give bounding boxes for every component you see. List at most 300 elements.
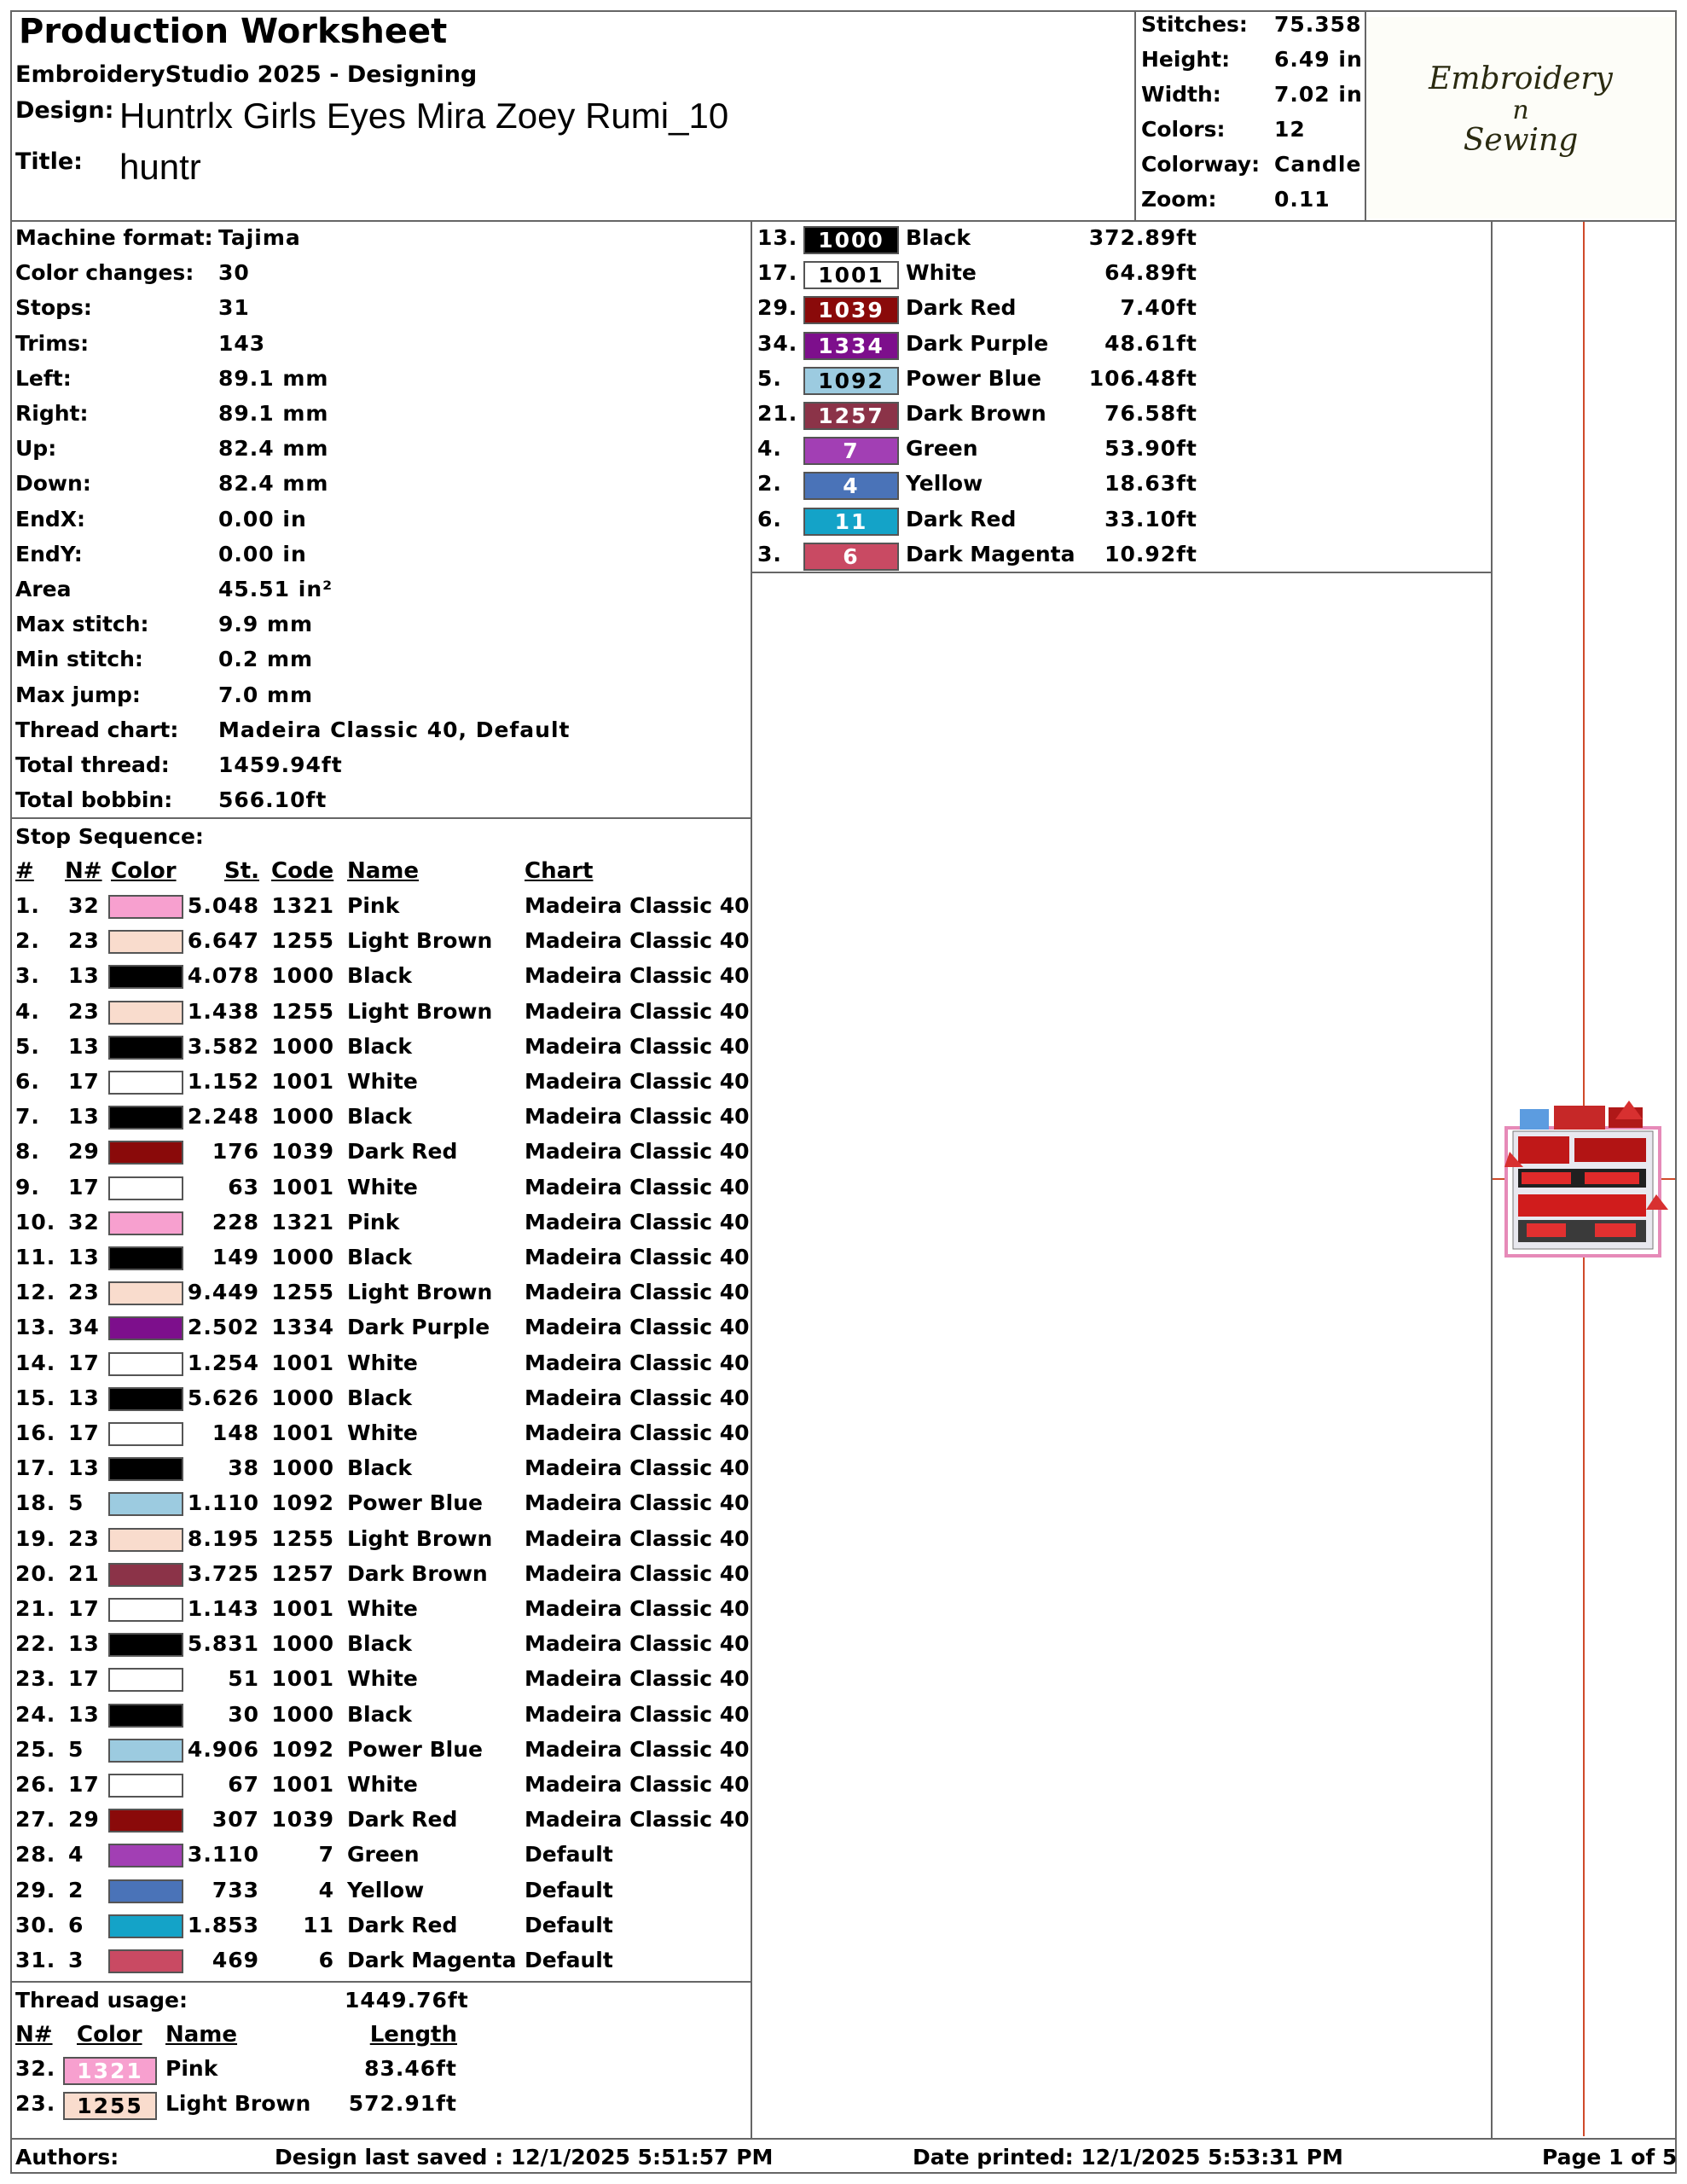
color-list-name: Dark Brown bbox=[906, 401, 1046, 426]
stop-code: 1001 bbox=[271, 1069, 334, 1094]
machine-info-value: 0.00 in bbox=[218, 506, 307, 531]
machine-info-divider bbox=[10, 817, 751, 819]
machine-info-label: Down: bbox=[15, 471, 91, 497]
stop-index: 9. bbox=[15, 1174, 40, 1199]
stop-stitches: 8.195 bbox=[187, 1525, 259, 1551]
machine-info-label: EndY: bbox=[15, 541, 83, 566]
stop-stitches: 5.831 bbox=[187, 1631, 259, 1657]
embroidery-thumbnail bbox=[1504, 1101, 1668, 1256]
machine-info-label: Max stitch: bbox=[15, 612, 149, 637]
stop-stitches: 67 bbox=[228, 1772, 259, 1797]
color-swatch: 1257 bbox=[803, 402, 899, 430]
stop-chart: Madeira Classic 40 bbox=[525, 1420, 750, 1445]
summary-label: Stitches: bbox=[1141, 12, 1248, 37]
stop-needle: 23 bbox=[68, 1525, 100, 1551]
stop-needle: 13 bbox=[68, 1245, 100, 1269]
stop-code: 1257 bbox=[271, 1560, 334, 1586]
stop-chart: Default bbox=[525, 1842, 613, 1867]
stop-code: 1321 bbox=[271, 893, 334, 918]
stop-chart: Default bbox=[525, 1912, 613, 1937]
stop-index: 17. bbox=[15, 1455, 56, 1481]
stop-name: Black bbox=[347, 1385, 412, 1410]
stop-index: 18. bbox=[15, 1490, 56, 1516]
col-header-stitches: St. bbox=[223, 858, 259, 884]
summary-label: Colors: bbox=[1141, 117, 1226, 142]
col-header-color: Color bbox=[111, 858, 177, 884]
usage-header-name: Name bbox=[165, 2022, 238, 2048]
design-label: Design: bbox=[15, 97, 114, 124]
stop-stitches: 149 bbox=[212, 1245, 259, 1269]
left-column-divider bbox=[751, 220, 752, 2138]
stop-index: 15. bbox=[15, 1385, 56, 1410]
stop-name: Dark Red bbox=[347, 1807, 458, 1833]
machine-info-value: 45.51 in² bbox=[218, 577, 333, 601]
machine-info-label: Min stitch: bbox=[15, 647, 143, 672]
machine-info-value: 0.00 in bbox=[218, 541, 307, 566]
stop-stitches: 148 bbox=[212, 1420, 259, 1445]
stop-code: 1092 bbox=[271, 1490, 334, 1516]
color-swatch: 6 bbox=[803, 543, 899, 571]
machine-info-label: Total thread: bbox=[15, 752, 170, 777]
stop-code: 1255 bbox=[271, 998, 334, 1024]
col-header-n: N# bbox=[65, 858, 102, 884]
stop-stitches: 1.152 bbox=[187, 1069, 259, 1094]
stop-needle: 17 bbox=[68, 1666, 100, 1692]
stop-index: 20. bbox=[15, 1560, 56, 1586]
usage-name: Light Brown bbox=[165, 2091, 311, 2116]
footer-authors: Authors: bbox=[15, 2145, 119, 2169]
stop-code: 1000 bbox=[271, 1033, 334, 1059]
stop-needle: 23 bbox=[68, 1280, 100, 1305]
stop-chart: Madeira Classic 40 bbox=[525, 1525, 750, 1551]
machine-info-label: Thread chart: bbox=[15, 717, 179, 742]
machine-info-value: 31 bbox=[218, 295, 250, 321]
stop-name: Dark Red bbox=[347, 1912, 458, 1937]
usage-header-n: N# bbox=[15, 2022, 53, 2048]
color-list-name: Dark Red bbox=[906, 295, 1017, 321]
summary-value: 0.11 bbox=[1274, 187, 1330, 212]
stop-stitches: 1.110 bbox=[187, 1490, 259, 1516]
stop-chart: Madeira Classic 40 bbox=[525, 1033, 750, 1059]
stop-name: Light Brown bbox=[347, 1280, 493, 1305]
stop-sequence-divider bbox=[10, 1981, 751, 1983]
color-list-length: 64.89ft bbox=[1104, 260, 1197, 286]
color-list-name: Yellow bbox=[906, 471, 983, 497]
stop-name: White bbox=[347, 1350, 418, 1375]
machine-info-label: EndX: bbox=[15, 506, 86, 531]
machine-info-label: Right: bbox=[15, 401, 89, 426]
stop-index: 30. bbox=[15, 1912, 56, 1937]
summary-value: 7.02 in bbox=[1274, 82, 1363, 107]
color-list-index: 6. bbox=[757, 506, 782, 531]
machine-info-value: 1459.94ft bbox=[218, 752, 343, 777]
stop-chart: Madeira Classic 40 bbox=[525, 893, 750, 918]
logo bbox=[1366, 17, 1675, 218]
stop-chart: Madeira Classic 40 bbox=[525, 1596, 750, 1621]
stop-stitches: 38 bbox=[228, 1455, 259, 1481]
machine-info-value: 7.0 mm bbox=[218, 682, 314, 707]
stop-name: White bbox=[347, 1420, 418, 1445]
stop-index: 12. bbox=[15, 1280, 56, 1305]
stop-name: Pink bbox=[347, 893, 400, 918]
color-list-index: 17. bbox=[757, 260, 798, 286]
stop-code: 1001 bbox=[271, 1772, 334, 1797]
stop-stitches: 5.626 bbox=[187, 1385, 259, 1410]
stop-code: 1255 bbox=[271, 928, 334, 954]
stop-needle: 17 bbox=[68, 1174, 100, 1199]
color-swatch: 1334 bbox=[803, 332, 899, 360]
usage-color-swatch: 1255 bbox=[63, 2092, 157, 2120]
stop-name: Dark Purple bbox=[347, 1315, 490, 1340]
stop-needle: 17 bbox=[68, 1596, 100, 1621]
color-swatch: 7 bbox=[803, 437, 899, 465]
stop-code: 1255 bbox=[271, 1525, 334, 1551]
stop-index: 3. bbox=[15, 963, 40, 989]
color-list-name: White bbox=[906, 260, 977, 286]
stop-stitches: 4.078 bbox=[187, 963, 259, 989]
stop-stitches: 5.048 bbox=[187, 893, 259, 918]
stop-name: Power Blue bbox=[347, 1736, 483, 1762]
color-list-name: Power Blue bbox=[906, 365, 1041, 391]
stop-code: 1000 bbox=[271, 963, 334, 989]
stop-needle: 6 bbox=[68, 1912, 84, 1937]
usage-header-color: Color bbox=[77, 2022, 142, 2048]
stop-stitches: 6.647 bbox=[187, 928, 259, 954]
stop-name: White bbox=[347, 1772, 418, 1797]
stop-name: Power Blue bbox=[347, 1490, 483, 1516]
stop-index: 16. bbox=[15, 1420, 56, 1445]
stop-name: Black bbox=[347, 1104, 412, 1130]
color-list-index: 2. bbox=[757, 471, 782, 497]
stop-chart: Madeira Classic 40 bbox=[525, 1385, 750, 1410]
machine-info-value: 30 bbox=[218, 260, 250, 286]
stop-code: 1001 bbox=[271, 1174, 334, 1199]
color-list-length: 10.92ft bbox=[1104, 541, 1197, 566]
stop-needle: 13 bbox=[68, 963, 100, 989]
machine-info-label: Area bbox=[15, 577, 72, 601]
machine-info-value: 89.1 mm bbox=[218, 401, 329, 426]
stop-name: Light Brown bbox=[347, 1525, 493, 1551]
stop-chart: Madeira Classic 40 bbox=[525, 1104, 750, 1130]
machine-info-label: Up: bbox=[15, 436, 57, 462]
stop-code: 1255 bbox=[271, 1280, 334, 1305]
machine-info-value: 0.2 mm bbox=[218, 647, 314, 672]
color-list-length: 33.10ft bbox=[1104, 506, 1197, 531]
stop-name: White bbox=[347, 1666, 418, 1692]
stop-code: 11 bbox=[303, 1912, 334, 1937]
color-list-name: Black bbox=[906, 225, 971, 250]
color-list-name: Dark Magenta bbox=[906, 541, 1075, 566]
stop-code: 1001 bbox=[271, 1666, 334, 1692]
stop-name: Black bbox=[347, 1701, 412, 1727]
summary-divider bbox=[1134, 10, 1136, 220]
col-header-num: # bbox=[15, 858, 34, 884]
logo-line-2: n bbox=[1512, 96, 1529, 125]
summary-value: 6.49 in bbox=[1274, 47, 1363, 72]
stop-code: 6 bbox=[318, 1948, 334, 1972]
stop-stitches: 1.254 bbox=[187, 1350, 259, 1375]
stop-stitches: 63 bbox=[228, 1174, 259, 1199]
color-list-index: 13. bbox=[757, 225, 798, 250]
stop-index: 14. bbox=[15, 1350, 56, 1375]
footer-divider bbox=[10, 2138, 1677, 2140]
stop-stitches: 307 bbox=[212, 1807, 259, 1833]
stop-chart: Madeira Classic 40 bbox=[525, 1455, 750, 1481]
stop-chart: Madeira Classic 40 bbox=[525, 1174, 750, 1199]
stop-name: Black bbox=[347, 963, 412, 989]
color-list-index: 21. bbox=[757, 401, 798, 426]
stop-needle: 34 bbox=[68, 1315, 100, 1340]
stop-code: 7 bbox=[318, 1842, 334, 1867]
stop-stitches: 1.438 bbox=[187, 998, 259, 1024]
stop-chart: Madeira Classic 40 bbox=[525, 1245, 750, 1269]
stop-needle: 13 bbox=[68, 1385, 100, 1410]
stop-needle: 2 bbox=[68, 1877, 84, 1902]
color-list-index: 4. bbox=[757, 436, 782, 462]
stop-stitches: 733 bbox=[212, 1877, 259, 1902]
stop-index: 24. bbox=[15, 1701, 56, 1727]
stop-stitches: 228 bbox=[212, 1209, 259, 1234]
software-name: EmbroideryStudio 2025 - Designing bbox=[15, 61, 478, 88]
stop-needle: 13 bbox=[68, 1631, 100, 1657]
machine-info-label: Trims: bbox=[15, 330, 90, 356]
stop-stitches: 1.143 bbox=[187, 1596, 259, 1621]
color-list-name: Green bbox=[906, 436, 978, 462]
stop-name: White bbox=[347, 1069, 418, 1094]
stop-needle: 3 bbox=[68, 1948, 84, 1972]
usage-needle: 32. bbox=[15, 2056, 56, 2081]
usage-color-swatch: 1321 bbox=[63, 2057, 157, 2085]
machine-info-value: Madeira Classic 40, Default bbox=[218, 717, 571, 742]
footer-page-number: Page 1 of 5 bbox=[1542, 2145, 1678, 2169]
stop-name: White bbox=[347, 1174, 418, 1199]
stop-needle: 13 bbox=[68, 1104, 100, 1130]
stop-chart: Madeira Classic 40 bbox=[525, 1139, 750, 1165]
stop-needle: 5 bbox=[68, 1736, 84, 1762]
machine-info-value: Tajima bbox=[218, 225, 301, 250]
thread-usage-title: Thread usage: bbox=[15, 1988, 188, 2013]
stop-index: 27. bbox=[15, 1807, 56, 1833]
machine-info-value: 566.10ft bbox=[218, 787, 328, 813]
machine-info-label: Left: bbox=[15, 365, 72, 391]
page-title: Production Worksheet bbox=[19, 12, 448, 51]
usage-header-length: Length bbox=[369, 2022, 457, 2048]
color-list-name: Dark Purple bbox=[906, 330, 1049, 356]
stop-needle: 23 bbox=[68, 928, 100, 954]
col-header-chart: Chart bbox=[525, 858, 594, 884]
stop-index: 4. bbox=[15, 998, 40, 1024]
logo-line-3: Sewing bbox=[1463, 123, 1579, 158]
stop-chart: Madeira Classic 40 bbox=[525, 998, 750, 1024]
stop-code: 1321 bbox=[271, 1209, 334, 1234]
stop-name: Dark Brown bbox=[347, 1560, 488, 1586]
stop-chart: Madeira Classic 40 bbox=[525, 1701, 750, 1727]
stop-code: 1001 bbox=[271, 1350, 334, 1375]
stop-stitches: 30 bbox=[228, 1701, 259, 1727]
thread-usage-total: 1449.76ft bbox=[345, 1988, 469, 2013]
stop-needle: 17 bbox=[68, 1350, 100, 1375]
stop-name: Light Brown bbox=[347, 998, 493, 1024]
summary-label: Height: bbox=[1141, 47, 1231, 72]
machine-info-label: Color changes: bbox=[15, 260, 194, 286]
stop-index: 2. bbox=[15, 928, 40, 954]
stop-index: 26. bbox=[15, 1772, 56, 1797]
stop-code: 1000 bbox=[271, 1701, 334, 1727]
stop-index: 21. bbox=[15, 1596, 56, 1621]
stop-code: 1334 bbox=[271, 1315, 334, 1340]
stop-stitches: 3.110 bbox=[187, 1842, 259, 1867]
stop-code: 1039 bbox=[271, 1139, 334, 1165]
usage-name: Pink bbox=[165, 2056, 218, 2081]
stop-index: 6. bbox=[15, 1069, 40, 1094]
color-swatch: 11 bbox=[803, 508, 899, 536]
machine-info-label: Total bobbin: bbox=[15, 787, 173, 813]
design-name: Huntrlx Girls Eyes Mira Zoey Rumi_10 bbox=[119, 96, 729, 136]
stop-needle: 21 bbox=[68, 1560, 100, 1586]
stop-index: 5. bbox=[15, 1033, 40, 1059]
stop-index: 23. bbox=[15, 1666, 56, 1692]
stop-index: 28. bbox=[15, 1842, 56, 1867]
color-swatch: 1092 bbox=[803, 367, 899, 395]
stop-name: Yellow bbox=[347, 1877, 425, 1902]
color-list-divider bbox=[751, 572, 1491, 573]
stop-needle: 17 bbox=[68, 1069, 100, 1094]
usage-length: 83.46ft bbox=[364, 2056, 457, 2081]
title-label: Title: bbox=[15, 148, 83, 175]
color-list-length: 48.61ft bbox=[1104, 330, 1197, 356]
title-value: huntr bbox=[119, 147, 201, 187]
machine-info-value: 89.1 mm bbox=[218, 365, 329, 391]
stop-chart: Madeira Classic 40 bbox=[525, 1280, 750, 1305]
stop-index: 25. bbox=[15, 1736, 56, 1762]
stop-name: Black bbox=[347, 1631, 412, 1657]
stop-chart: Madeira Classic 40 bbox=[525, 963, 750, 989]
stop-chart: Madeira Classic 40 bbox=[525, 1350, 750, 1375]
stop-name: Dark Magenta bbox=[347, 1948, 517, 1972]
stop-chart: Madeira Classic 40 bbox=[525, 1209, 750, 1234]
footer-date-printed: Date printed: 12/1/2025 5:53:31 PM bbox=[913, 2145, 1343, 2169]
color-list-name: Dark Red bbox=[906, 506, 1017, 531]
stop-chart: Madeira Classic 40 bbox=[525, 928, 750, 954]
stop-chart: Madeira Classic 40 bbox=[525, 1560, 750, 1586]
stop-code: 1092 bbox=[271, 1736, 334, 1762]
col-header-code: Code bbox=[271, 858, 334, 884]
stop-code: 1001 bbox=[271, 1420, 334, 1445]
design-preview bbox=[1493, 222, 1675, 2136]
color-list-length: 18.63ft bbox=[1104, 471, 1197, 497]
stop-code: 1001 bbox=[271, 1596, 334, 1621]
stop-index: 29. bbox=[15, 1877, 56, 1902]
stop-code: 1000 bbox=[271, 1385, 334, 1410]
stop-chart: Default bbox=[525, 1877, 613, 1902]
stop-code: 1000 bbox=[271, 1104, 334, 1130]
summary-value: 75.358 bbox=[1274, 12, 1362, 37]
machine-info-value: 9.9 mm bbox=[218, 612, 314, 637]
stop-chart: Madeira Classic 40 bbox=[525, 1807, 750, 1833]
stop-stitches: 176 bbox=[212, 1139, 259, 1165]
stop-stitches: 2.248 bbox=[187, 1104, 259, 1130]
color-list-index: 29. bbox=[757, 295, 798, 321]
color-swatch: 1001 bbox=[803, 261, 899, 289]
footer-last-saved: Design last saved : 12/1/2025 5:51:57 PM bbox=[275, 2145, 774, 2169]
summary-label: Width: bbox=[1141, 82, 1221, 107]
color-list-length: 76.58ft bbox=[1104, 401, 1197, 426]
summary-label: Colorway: bbox=[1141, 152, 1261, 177]
stop-index: 10. bbox=[15, 1209, 56, 1234]
stop-chart: Madeira Classic 40 bbox=[525, 1772, 750, 1797]
stop-stitches: 9.449 bbox=[187, 1280, 259, 1305]
color-swatch: 4 bbox=[803, 472, 899, 500]
stop-stitches: 469 bbox=[212, 1948, 259, 1972]
stop-code: 1039 bbox=[271, 1807, 334, 1833]
usage-length: 572.91ft bbox=[348, 2091, 457, 2116]
stop-index: 8. bbox=[15, 1139, 40, 1165]
stop-needle: 23 bbox=[68, 998, 100, 1024]
machine-info-label: Machine format: bbox=[15, 225, 213, 250]
stop-stitches: 4.906 bbox=[187, 1736, 259, 1762]
header-divider bbox=[10, 220, 1677, 222]
stop-name: White bbox=[347, 1596, 418, 1621]
summary-value: 12 bbox=[1274, 117, 1306, 142]
color-list-length: 7.40ft bbox=[1120, 295, 1197, 321]
stop-needle: 13 bbox=[68, 1455, 100, 1481]
stop-chart: Madeira Classic 40 bbox=[525, 1666, 750, 1692]
stop-name: Dark Red bbox=[347, 1139, 458, 1165]
stop-name: Light Brown bbox=[347, 928, 493, 954]
stop-chart: Madeira Classic 40 bbox=[525, 1490, 750, 1516]
stop-code: 1000 bbox=[271, 1455, 334, 1481]
summary-label: Zoom: bbox=[1141, 187, 1217, 212]
stop-chart: Madeira Classic 40 bbox=[525, 1631, 750, 1657]
stop-chart: Madeira Classic 40 bbox=[525, 1069, 750, 1094]
stop-index: 7. bbox=[15, 1104, 40, 1130]
stop-name: Black bbox=[347, 1455, 412, 1481]
stop-needle: 32 bbox=[68, 893, 100, 918]
stop-stitches: 2.502 bbox=[187, 1315, 259, 1340]
stop-code: 1000 bbox=[271, 1631, 334, 1657]
machine-info-value: 143 bbox=[218, 330, 266, 356]
stop-needle: 4 bbox=[68, 1842, 84, 1867]
stop-index: 22. bbox=[15, 1631, 56, 1657]
preview-canvas bbox=[1493, 222, 1675, 2136]
color-list-length: 372.89ft bbox=[1088, 225, 1197, 250]
stop-index: 11. bbox=[15, 1245, 56, 1269]
stop-stitches: 3.725 bbox=[187, 1560, 259, 1586]
color-list-length: 53.90ft bbox=[1104, 436, 1197, 462]
stop-code: 4 bbox=[318, 1877, 334, 1902]
machine-info-label: Stops: bbox=[15, 295, 92, 321]
stop-chart: Default bbox=[525, 1948, 613, 1972]
color-swatch: 1000 bbox=[803, 226, 899, 254]
machine-info-label: Max jump: bbox=[15, 682, 141, 707]
stop-name: Pink bbox=[347, 1209, 400, 1234]
summary-value: Candle bbox=[1274, 152, 1362, 177]
stop-stitches: 3.582 bbox=[187, 1033, 259, 1059]
color-list-index: 3. bbox=[757, 541, 782, 566]
stop-needle: 29 bbox=[68, 1139, 100, 1165]
stop-needle: 5 bbox=[68, 1490, 84, 1516]
stop-chart: Madeira Classic 40 bbox=[525, 1736, 750, 1762]
stop-needle: 32 bbox=[68, 1209, 100, 1234]
stop-needle: 17 bbox=[68, 1420, 100, 1445]
col-header-name: Name bbox=[347, 858, 420, 884]
stop-index: 31. bbox=[15, 1948, 56, 1972]
color-list-length: 106.48ft bbox=[1088, 365, 1197, 391]
color-swatch: 1039 bbox=[803, 296, 899, 324]
stop-stitches: 1.853 bbox=[187, 1912, 259, 1937]
color-list-index: 34. bbox=[757, 330, 798, 356]
stop-index: 19. bbox=[15, 1525, 56, 1551]
